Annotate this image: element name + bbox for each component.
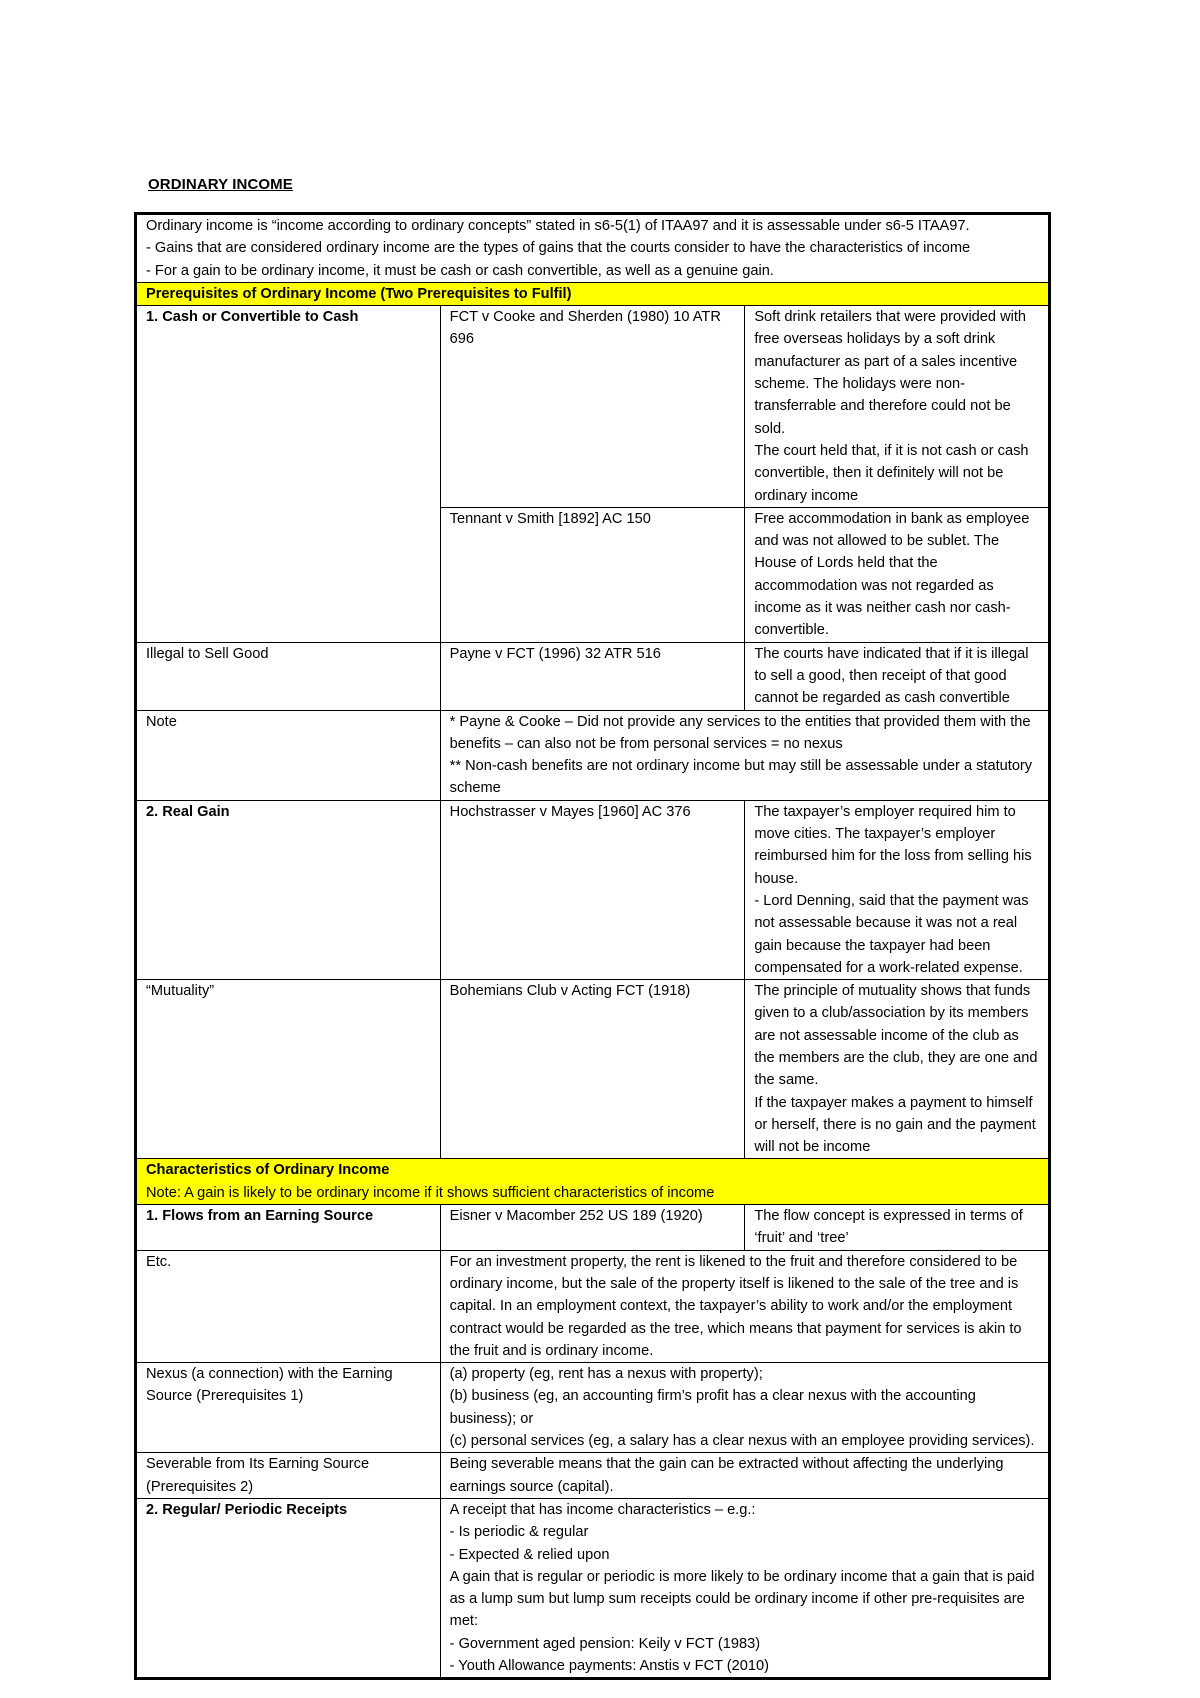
description-line: A receipt that has income characteristics – e.g.:	[449, 1501, 756, 1518]
description-line: A gain that is regular or periodic is more likely to be ordinary income that a gain that is paid as a lump sum but lump sum receipts could be ordinary income if other pre-requisites are met:	[449, 1568, 1035, 1630]
row-label: Nexus (a connection) with the Earning Source (Prerequisites 1)	[136, 1363, 441, 1453]
description-line: Soft drink retailers that were provided with free overseas holidays by a soft drink manufacturer as part of a sales incentive scheme. The holidays were non-transferrable and therefore could not be sold.	[754, 309, 1027, 437]
section-heading: Characteristics of Ordinary Income	[146, 1162, 390, 1179]
intro-line: - For a gain to be ordinary income, it must be cash or cash convertible, as well as a genuine gain.	[146, 262, 774, 279]
row-label: 2. Real Gain	[136, 800, 441, 979]
description-line: The principle of mutuality shows that funds given to a club/association by its members are not assessable income of the club as the members are the club, they are one and the same.	[754, 983, 1038, 1089]
intro-cell	[136, 214, 1050, 283]
description-line: If the taxpayer makes a payment to himself or herself, there is no gain and the payment will not be income	[754, 1094, 1036, 1156]
table-row	[136, 710, 1050, 800]
description-line: - Is periodic & regular	[449, 1524, 589, 1541]
section-heading: Prerequisites of Ordinary Income (Two Prerequisites to Fulfil)	[136, 282, 1050, 305]
description-line: The taxpayer’s employer required him to move cities. The taxpayer’s employer reimbursed him for the loss from selling his house.	[754, 803, 1032, 887]
table-row	[136, 214, 1050, 283]
table-row	[136, 1205, 1050, 1251]
description-cell: Being severable means that the gain can be extracted without affecting the underlying earnings source (capital).	[440, 1453, 1049, 1499]
description-line: (c) personal services (eg, a salary has a clear nexus with an employee providing services).	[449, 1433, 1035, 1450]
description-line: The court held that, if it is not cash or cash convertible, then it definitely will not be ordinary income	[754, 442, 1029, 504]
description-line: * Payne & Cooke – Did not provide any services to the entities that provided them with the benefits – can also not be from personal services = no nexus	[449, 713, 1031, 752]
description-line: - Government aged pension: Keily v FCT (1983)	[449, 1635, 761, 1652]
table-row	[136, 980, 1050, 1159]
row-label: Note	[136, 710, 441, 800]
case-cell: Bohemians Club v Acting FCT (1918)	[440, 980, 745, 1159]
description-line: - Lord Denning, said that the payment was not assessable because it was not a real gain because the taxpayer had been compensated for a work-related expense.	[754, 892, 1029, 976]
description-line: ** Non-cash benefits are not ordinary income but may still be assessable under a statutory scheme	[449, 758, 1033, 797]
case-cell: Tennant v Smith [1892] AC 150	[440, 507, 745, 642]
page-title: ORDINARY INCOME	[148, 176, 293, 193]
section-heading-cell	[136, 1159, 1050, 1205]
description-line: (b) business (eg, an accounting firm’s profit has a clear nexus with the accounting business); or	[449, 1388, 976, 1427]
description-cell	[745, 306, 1050, 508]
description-cell	[745, 980, 1050, 1159]
description-cell: Free accommodation in bank as employee and was not allowed to be sublet. The House of Lords held that the accommodation was not regarded as income as it was neither cash nor cash-convertible.	[745, 507, 1050, 642]
description-cell	[440, 1498, 1049, 1678]
table-row	[136, 800, 1050, 979]
table-row	[136, 642, 1050, 710]
description-cell: The flow concept is expressed in terms of ‘fruit’ and ‘tree’	[745, 1205, 1050, 1251]
row-label: Severable from Its Earning Source (Prerequisites 2)	[136, 1453, 441, 1499]
section-heading-row	[136, 282, 1050, 305]
row-label: 2. Regular/ Periodic Receipts	[136, 1498, 441, 1678]
case-cell: Eisner v Macomber 252 US 189 (1920)	[440, 1205, 745, 1251]
row-label: 1. Flows from an Earning Source	[136, 1205, 441, 1251]
row-label: Illegal to Sell Good	[136, 642, 441, 710]
description-cell	[440, 710, 1049, 800]
intro-line: - Gains that are considered ordinary income are the types of gains that the courts consider to have the characteristics of income	[146, 240, 971, 257]
notes-table	[134, 212, 1051, 1680]
table-row	[136, 1498, 1050, 1678]
description-line: - Expected & relied upon	[449, 1546, 610, 1563]
description-cell: The courts have indicated that if it is illegal to sell a good, then receipt of that good cannot be regarded as cash convertible	[745, 642, 1050, 710]
section-note: Note: A gain is likely to be ordinary income if it shows sufficient characteristics of income	[146, 1184, 715, 1201]
table-row	[136, 1363, 1050, 1453]
table-row	[136, 1453, 1050, 1499]
row-label: 1. Cash or Convertible to Cash	[136, 306, 441, 642]
row-label: “Mutuality”	[136, 980, 441, 1159]
case-cell: Payne v FCT (1996) 32 ATR 516	[440, 642, 745, 710]
description-cell	[440, 1363, 1049, 1453]
table-row	[136, 306, 1050, 508]
case-cell: Hochstrasser v Mayes [1960] AC 376	[440, 800, 745, 979]
description-line: - Youth Allowance payments: Anstis v FCT (2010)	[449, 1658, 769, 1674]
description-line: (a) property (eg, rent has a nexus with property);	[449, 1366, 763, 1383]
section-heading-row	[136, 1159, 1050, 1205]
case-cell: FCT v Cooke and Sherden (1980) 10 ATR 696	[440, 306, 745, 508]
table-row	[136, 1250, 1050, 1362]
intro-line: Ordinary income is “income according to ordinary concepts” stated in s6-5(1) of ITAA97 and it is assessable under s6-5 ITAA97.	[146, 218, 970, 234]
row-label: Etc.	[136, 1250, 441, 1362]
description-cell	[745, 800, 1050, 979]
description-cell: For an investment property, the rent is likened to the fruit and therefore considered to be ordinary income, but the sale of the property itself is likened to the sale of the tree and is capital. In an employment context, the taxpayer’s ability to work and/or the employment contract would be regarded as the tree, which means that payment for services is akin to the fruit and is ordinary income.	[440, 1250, 1049, 1362]
